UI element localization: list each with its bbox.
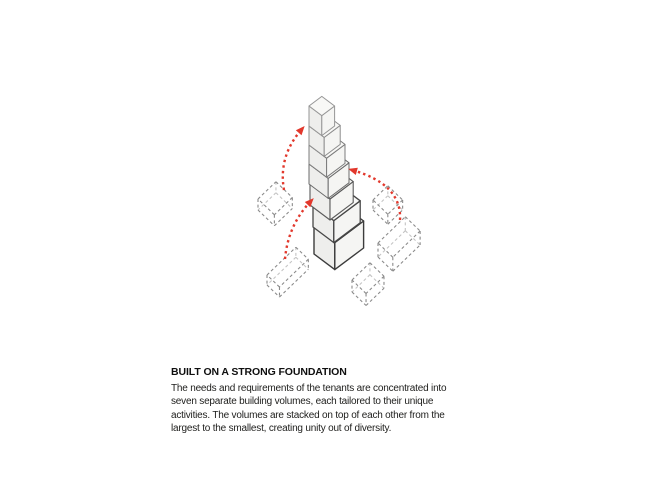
ghost-box-1-edge bbox=[258, 210, 274, 226]
caption-line-4: largest to the smallest, creating unity out of diversity. bbox=[171, 423, 392, 435]
ghost-box-5-edge bbox=[352, 280, 366, 294]
arrow-3-head bbox=[348, 168, 358, 175]
ghost-box-5-hidden-edge bbox=[370, 275, 384, 289]
ghost-box-2-edge bbox=[267, 285, 279, 297]
arrow-1-head bbox=[296, 126, 305, 135]
ghost-box-3-edge bbox=[373, 210, 388, 224]
ghost-box-5-edge bbox=[352, 263, 370, 280]
ghost-box-4-edge bbox=[393, 245, 420, 271]
caption-block bbox=[171, 367, 471, 436]
ghost-box-2-hidden-edge bbox=[296, 257, 308, 269]
ghost-box-1-edge bbox=[274, 209, 292, 226]
ghost-box-5-edge bbox=[366, 288, 384, 305]
ghost-box-4-edge bbox=[378, 257, 393, 271]
ghost-box-5-edge bbox=[352, 292, 366, 306]
ghost-box-1-edge bbox=[258, 182, 276, 199]
caption-line-2: seven separate building volumes, each tailored to their unique bbox=[171, 396, 434, 408]
ghost-box-4-edge bbox=[393, 231, 420, 257]
ghost-box-4-edge bbox=[378, 217, 405, 243]
ghost-box-5-edge bbox=[370, 263, 384, 277]
arrow-2-path bbox=[285, 201, 311, 259]
caption-line-3: activities. The volumes are stacked on top of each other from the bbox=[171, 409, 445, 421]
caption-line-1: The needs and requirements of the tenants are concentrated into bbox=[171, 383, 447, 394]
ghost-box-4-hidden-edge bbox=[378, 231, 405, 257]
ghost-box-2-edge bbox=[296, 247, 308, 259]
caption-title: BUILT ON A STRONG FOUNDATION bbox=[171, 366, 347, 378]
arrow-1-path bbox=[283, 129, 302, 190]
ghost-box-2-edge bbox=[267, 275, 279, 287]
ghost-box-4-edge bbox=[405, 217, 420, 231]
ghost-box-5-hidden-edge bbox=[352, 275, 370, 292]
ghost-box-3-edge bbox=[373, 186, 388, 200]
ghost-box-5-edge bbox=[366, 276, 384, 293]
